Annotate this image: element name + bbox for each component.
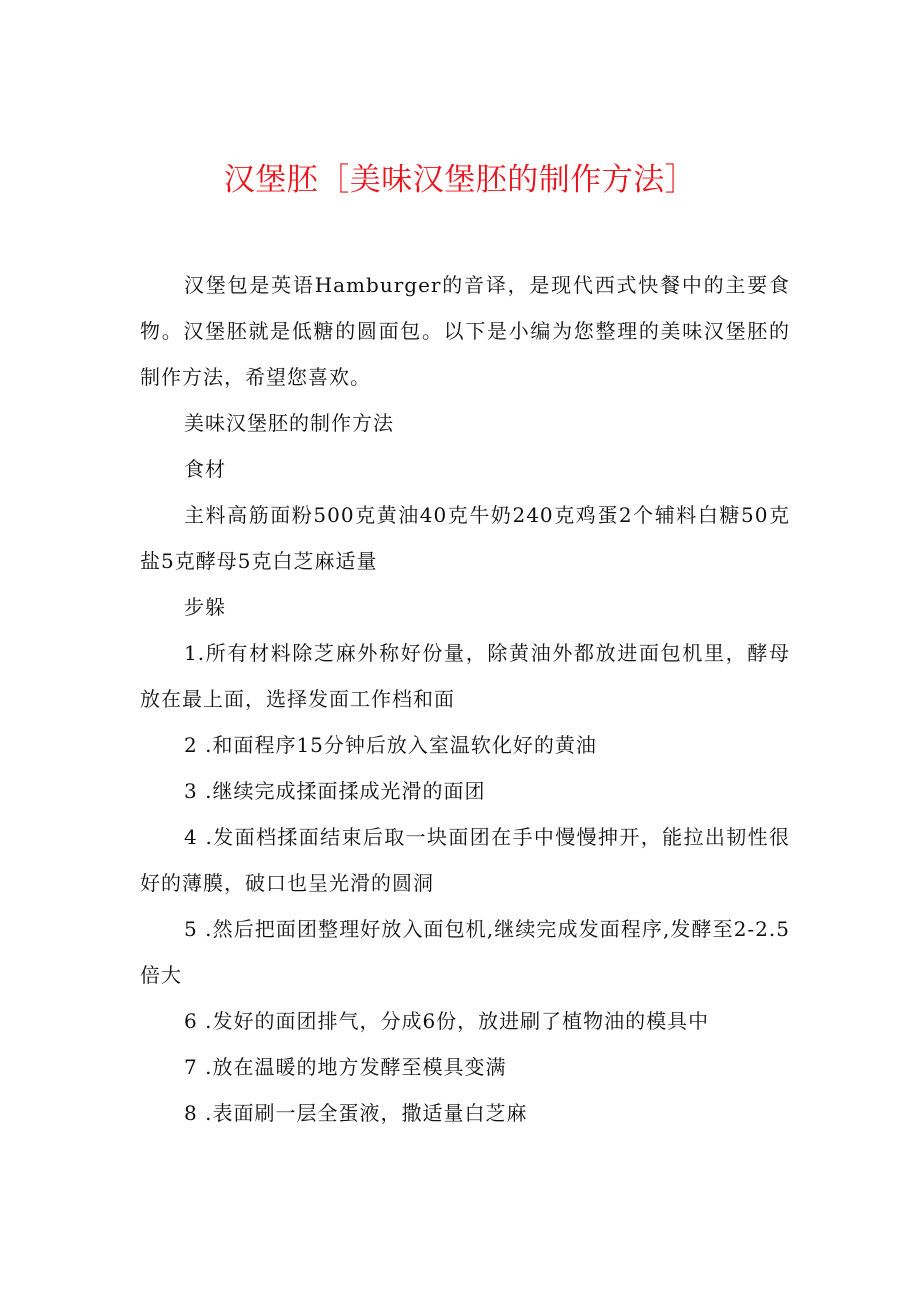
step-3: 3 .继续完成揉面揉成光滑的面团: [184, 779, 486, 803]
step-8: 8 .表面刷一层全蛋液，撒适量白芝麻: [184, 1101, 528, 1125]
intro-paragraph: 汉堡包是英语Hamburger的音译，是现代西式快餐中的主要食物。汉堡胚就是低糖的圆面包。以下是小编为您整理的美味汉堡胚的制作方法，希望您喜欢。: [140, 273, 790, 389]
step-7: 7 .放在温暖的地方发酵至模具变满: [184, 1055, 507, 1079]
section-heading-recipe: 美味汉堡胚的制作方法: [184, 411, 394, 435]
step-5: 5 .然后把面团整理好放入面包机,继续完成发面程序,发酵至2-2.5倍大: [140, 917, 790, 987]
step-1: 1.所有材料除芝麻外称好份量，除黄油外都放进面包机里，酵母放在最上面，选择发面工作档和面: [140, 641, 790, 711]
step-2: 2 .和面程序15分钟后放入室温软化好的黄油: [184, 733, 597, 757]
section-heading-ingredients: 食材: [184, 457, 226, 481]
step-4: 4 .发面档揉面结束后取一块面团在手中慢慢抻开，能拉出韧性很好的薄膜，破口也呈光滑的圆洞: [140, 825, 790, 895]
step-6: 6 .发好的面团排气，分成6份，放进刷了植物油的模具中: [184, 1009, 710, 1033]
ingredients-paragraph: 主料高筋面粉500克黄油40克牛奶240克鸡蛋2个辅料白糖50克盐5克酵母5克白芝麻适量: [140, 503, 790, 573]
section-heading-steps: 步躲: [184, 595, 226, 619]
page-title: 汉堡胚［美味汉堡胚的制作方法］: [223, 162, 697, 198]
document-body: [140, 262, 790, 1136]
